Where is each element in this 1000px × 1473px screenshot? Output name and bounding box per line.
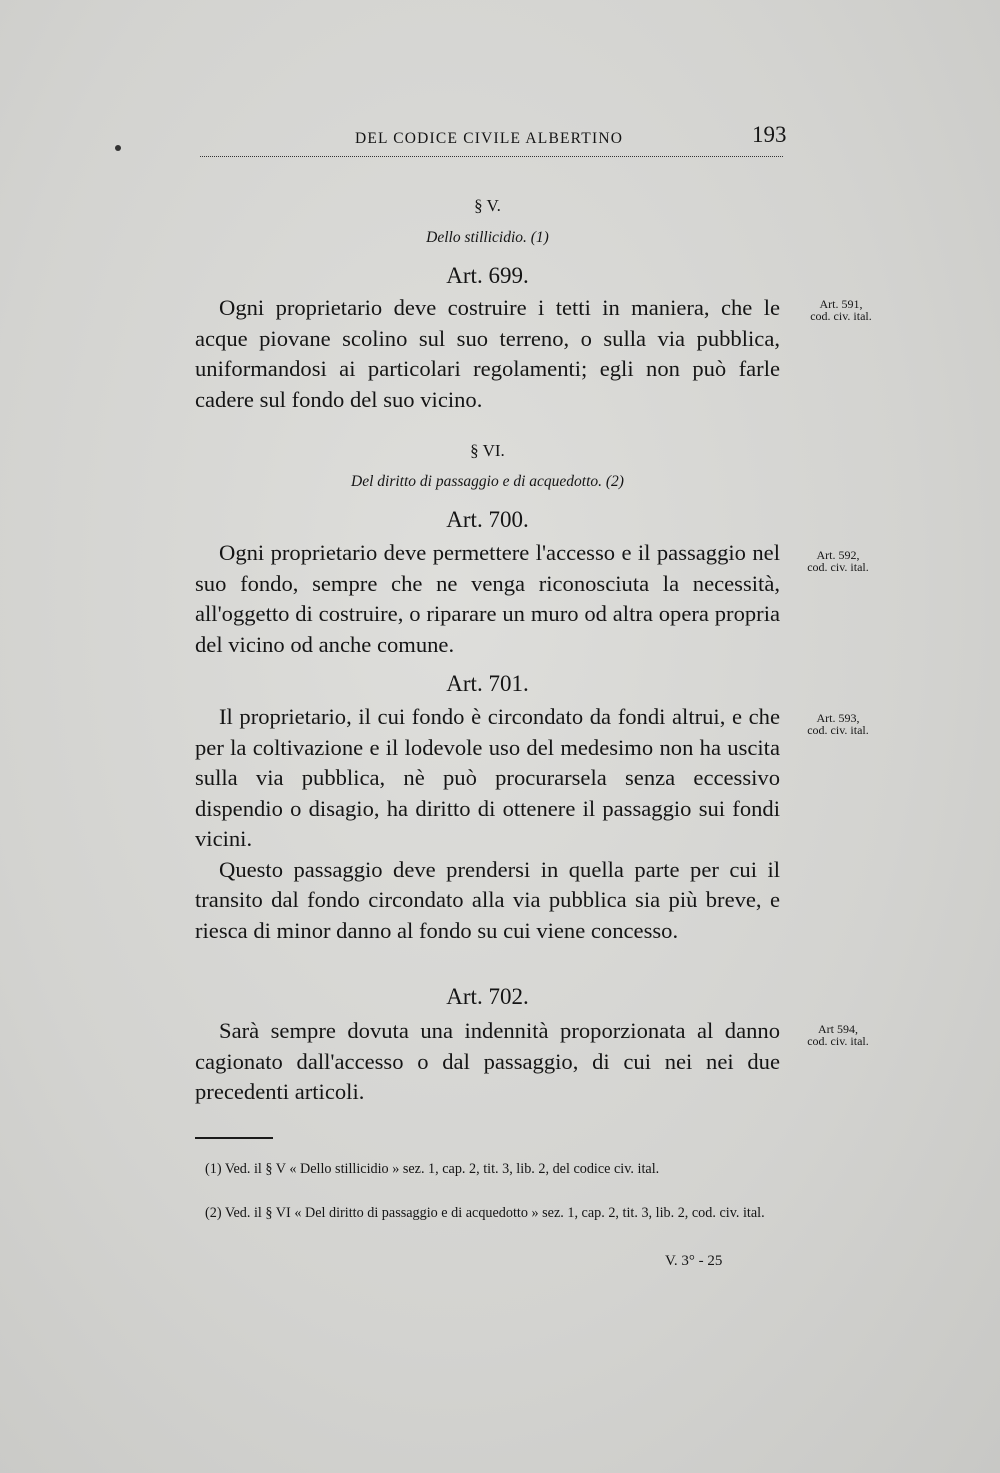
margin-note-line: Art. 593,	[816, 711, 860, 725]
margin-note-line: Art 594,	[818, 1022, 858, 1036]
article-699-text	[195, 293, 780, 415]
margin-note-line: cod. civ. ital.	[807, 1034, 869, 1048]
article-700-text	[195, 538, 780, 660]
section-mark-vi: § VI.	[470, 441, 505, 460]
paragraph-text: Questo passaggio deve prendersi in quella parte per cui il transito dal fondo circondato alla via pubblica sia più breve, e riesca di minor danno al fondo su cui viene concesso.	[195, 856, 780, 943]
article-701-text	[195, 702, 780, 946]
margin-note-line: Art. 591,	[819, 297, 863, 311]
margin-note-line: Art. 592,	[816, 548, 860, 562]
section-title-v: Dello stillicidio. (1)	[426, 229, 549, 246]
paragraph-text: Il proprietario, il cui fondo è circondato da fondi altrui, e che per la coltivazione e il lodevole uso del medesimo non ha uscita sulla via pubblica, nè può procurarsela senza eccessivo dispendio o disagio, ha diritto di ottenere il passaggio sui fondi vicini.	[195, 704, 780, 851]
margin-note-702	[792, 1023, 884, 1047]
footnote-rule	[195, 1137, 273, 1139]
footnote-text: (2) Ved. il § VI « Del diritto di passaggio e di acquedotto » sez. 1, cap. 2, tit. 3, lib. 2, cod. civ. ital.	[205, 1205, 765, 1221]
article-number-700: Art. 700.	[446, 507, 529, 532]
article-701-paragraph-2	[195, 855, 780, 947]
footnote-1	[195, 1158, 785, 1180]
article-number-701: Art. 701.	[446, 671, 529, 696]
article-702-text	[195, 1016, 780, 1108]
footnote-2	[195, 1202, 785, 1224]
article-700-paragraph: Ogni proprietario deve permettere l'accesso e il passaggio nel suo fondo, sempre che ne venga riconosciuta la necessità, all'oggetto di costruire, o riparare un muro od altra opera propria del vicino od anche comune.	[195, 540, 780, 657]
margin-note-699	[795, 298, 887, 322]
header-rule	[200, 156, 783, 157]
margin-note-701	[792, 712, 884, 736]
printer-signature: V. 3° - 25	[665, 1253, 723, 1269]
running-head: DEL CODICE CIVILE ALBERTINO	[355, 130, 624, 147]
margin-note-700	[792, 549, 884, 573]
article-701-paragraph-1	[195, 702, 780, 855]
margin-note-line: cod. civ. ital.	[810, 309, 872, 323]
footnote-text: (1) Ved. il § V « Dello stillicidio » sez. 1, cap. 2, tit. 3, lib. 2, del codice civ. ital.	[205, 1161, 660, 1177]
section-title-vi: Del diritto di passaggio e di acquedotto. (2)	[351, 473, 624, 490]
article-702-paragraph: Sarà sempre dovuta una indennità proporzionata al danno cagionato dall'accesso o dal passaggio, di cui nei nei due precedenti articoli.	[195, 1018, 780, 1104]
article-number-702: Art. 702.	[446, 984, 529, 1009]
article-number-699: Art. 699.	[446, 263, 529, 288]
margin-note-line: cod. civ. ital.	[807, 560, 869, 574]
page-number: 193	[752, 122, 787, 147]
section-mark-v: § V.	[474, 196, 501, 215]
margin-note-line: cod. civ. ital.	[807, 723, 869, 737]
article-699-paragraph: Ogni proprietario deve costruire i tetti in maniera, che le acque piovane scolino sul suo terreno, o sulla via pubblica, uniformandosi ai particolari regolamenti; egli non può farle cadere sul fondo del suo vicino.	[195, 295, 780, 412]
ink-dot	[115, 145, 121, 151]
